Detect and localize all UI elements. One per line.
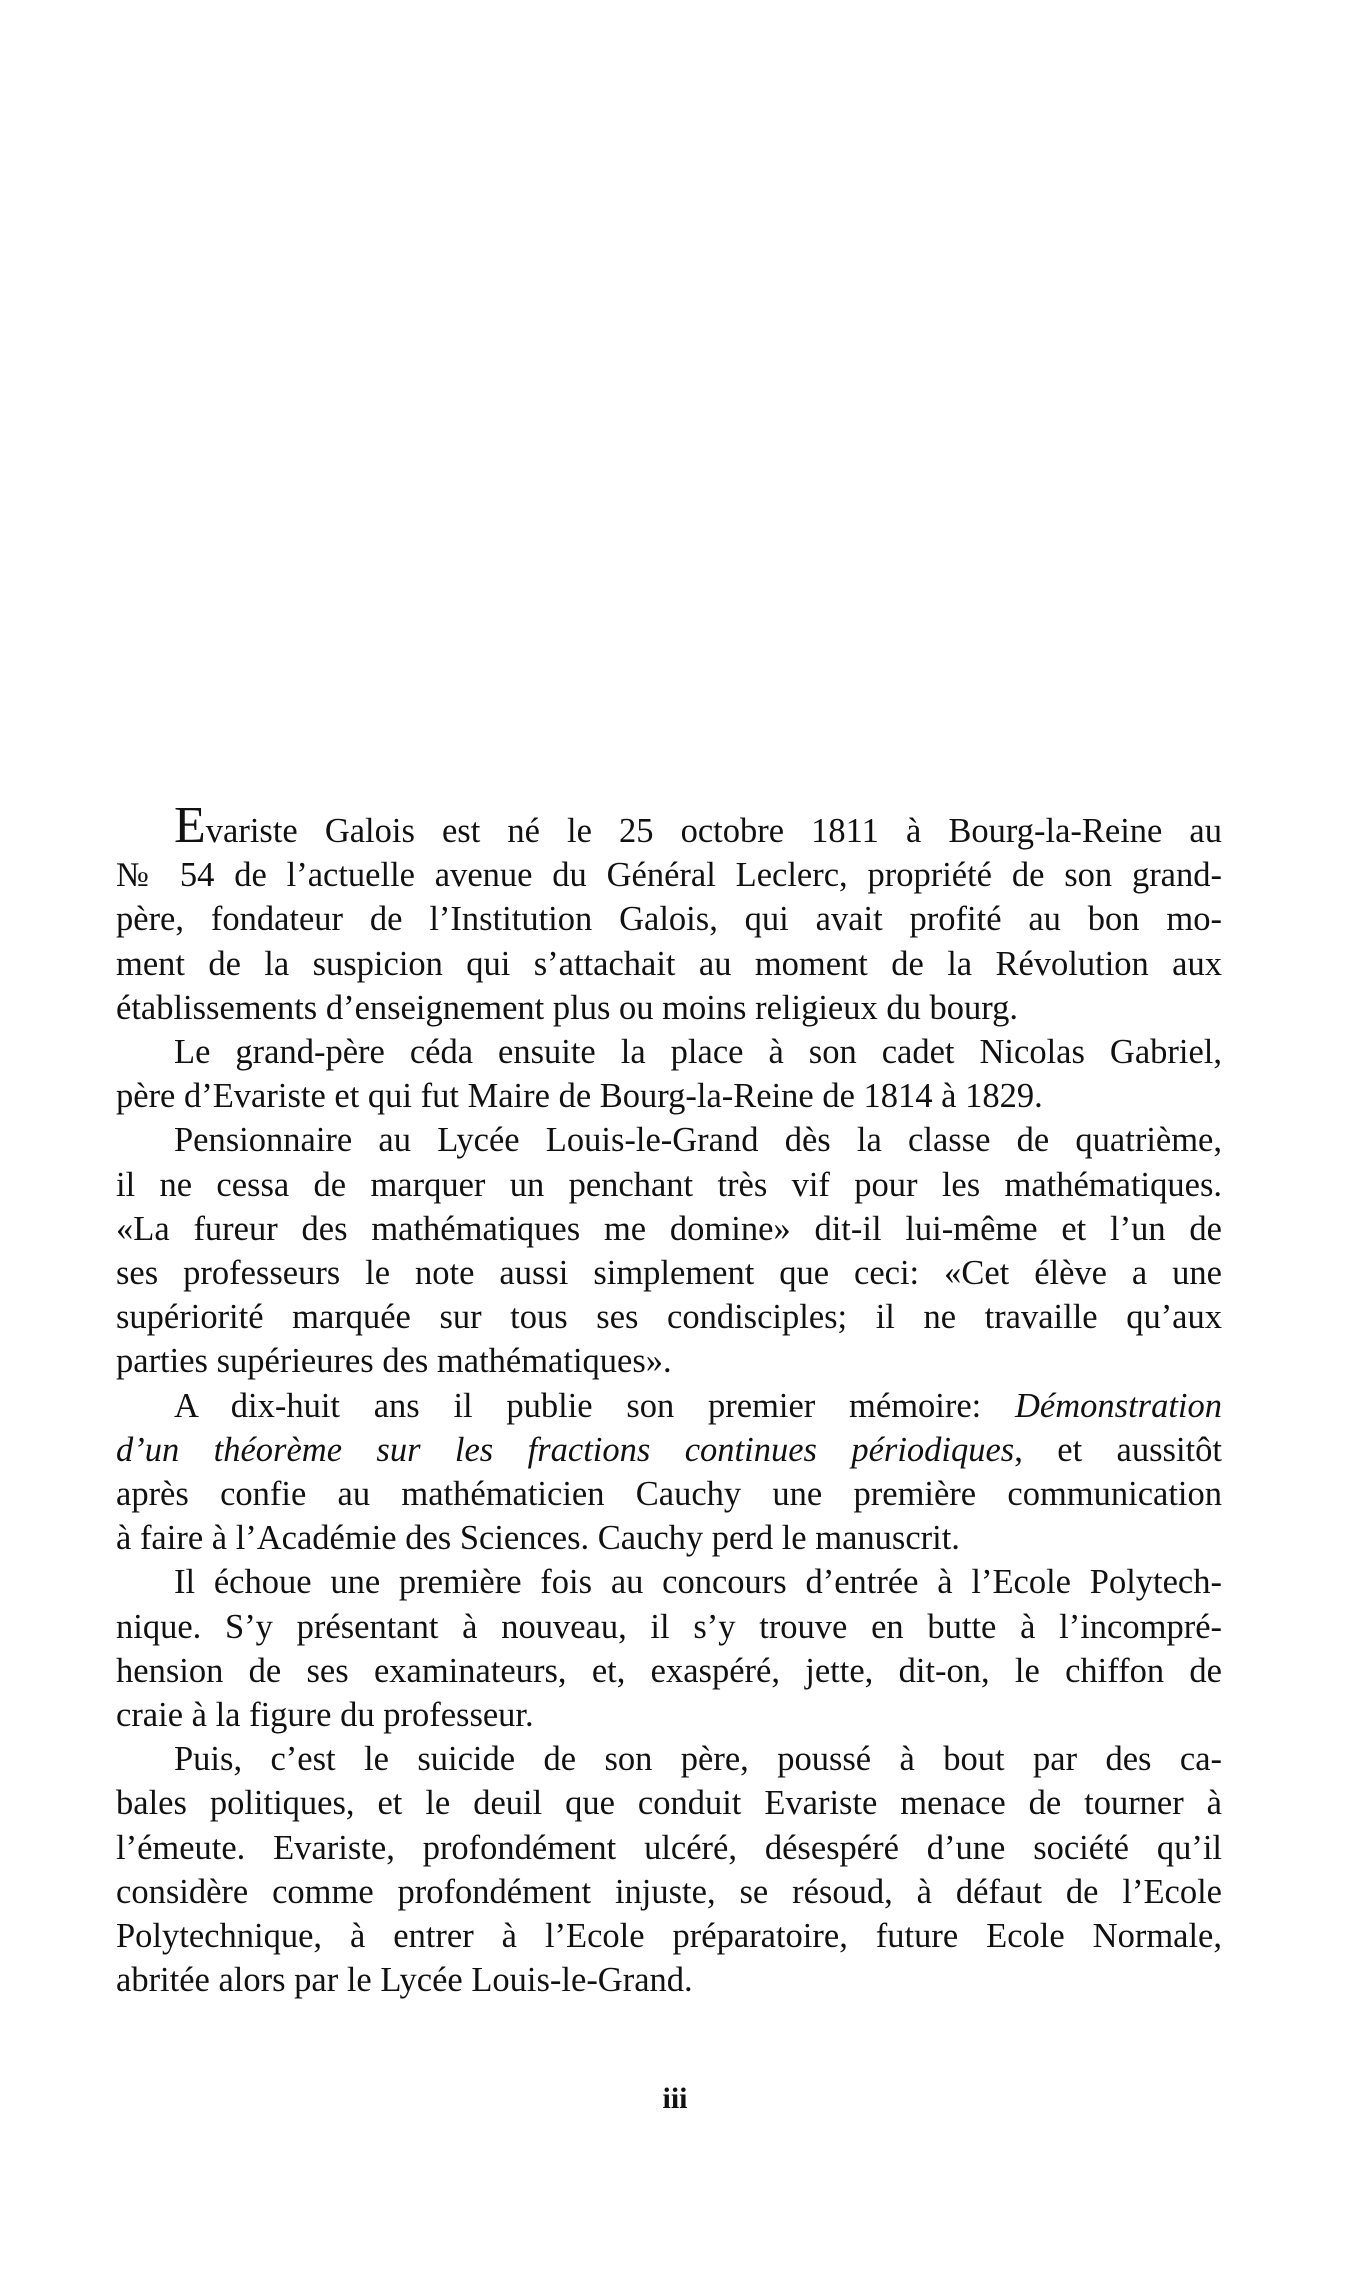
text-line: A dix-huit ans il publie son premier mémoire: Démonstration	[174, 1386, 1222, 1425]
text-line: considère comme profondément injuste, se résoud, à défaut de l’Ecole	[116, 1872, 1222, 1911]
text-line: établissements d’enseignement plus ou moins religieux du bourg.	[116, 988, 1018, 1027]
text-line: à faire à l’Académie des Sciences. Cauchy perd le manuscrit.	[116, 1519, 960, 1558]
text-line: abritée alors par le Lycée Louis-le-Grand.	[116, 1961, 693, 2000]
text-line: Puis, c’est le suicide de son père, poussé à bout par des ca-	[174, 1740, 1222, 1779]
text-line: Evariste Galois est né le 25 octobre 1811 à Bourg-la-Reine au	[174, 797, 1222, 854]
page-number: iii	[662, 2082, 688, 2115]
text-line: père, fondateur de l’Institution Galois, qui avait profité au bon mo-	[116, 900, 1222, 939]
paragraph-birth	[116, 797, 1222, 1030]
text-line: craie à la figure du professeur.	[116, 1696, 534, 1735]
text-line: l’émeute. Evariste, profondément ulcéré, désespéré d’une société qu’il	[116, 1828, 1222, 1867]
paragraph-fathers-suicide	[116, 1737, 1222, 2002]
text-line: Pensionnaire au Lycée Louis-le-Grand dès la classe de quatrième,	[174, 1121, 1222, 1160]
text-line: il ne cessa de marquer un penchant très vif pour les mathématiques.	[116, 1165, 1222, 1204]
text-line: hension de ses examinateurs, et, exaspéré, jette, dit-on, le chiffon de	[116, 1651, 1222, 1690]
paragraph-lycee	[116, 1118, 1222, 1383]
body-text	[116, 797, 1222, 2002]
text-line: d’un théorème sur les fractions continues périodiques, et aussitôt	[116, 1430, 1222, 1469]
text-line: ses professeurs le note aussi simplement que ceci: «Cet élève a une	[116, 1254, 1222, 1293]
drop-cap: E	[174, 797, 206, 854]
text-line: Il échoue une première fois au concours d’entrée à l’Ecole Polytech-	[174, 1563, 1222, 1602]
text-line: Le grand-père céda ensuite la place à son cadet Nicolas Gabriel,	[174, 1033, 1222, 1072]
text-line: père d’Evariste et qui fut Maire de Bourg-la-Reine de 1814 à 1829.	[116, 1077, 1043, 1116]
paragraph-grandfather	[116, 1030, 1222, 1118]
text-line: bales politiques, et le deuil que conduit Evariste menace de tourner à	[116, 1784, 1222, 1823]
paragraph-polytechnique	[116, 1560, 1222, 1737]
text-line: № 54 de l’actuelle avenue du Général Leclerc, propriété de son grand-	[116, 856, 1222, 895]
memoir-title: Démonstration	[1015, 1386, 1222, 1425]
memoir-title: d’un théorème sur les fractions continues périodiques	[116, 1430, 1015, 1469]
text-line: «La fureur des mathématiques me domine» dit-il lui-même et l’un de	[116, 1209, 1222, 1248]
text-line: après confie au mathématicien Cauchy une première communication	[116, 1475, 1222, 1514]
text-line: parties supérieures des mathématiques».	[116, 1342, 672, 1381]
text-line: supériorité marquée sur tous ses condisciples; il ne travaille qu’aux	[116, 1298, 1222, 1337]
text-line: Polytechnique, à entrer à l’Ecole préparatoire, future Ecole Normale,	[116, 1917, 1222, 1956]
text-line: ment de la suspicion qui s’attachait au moment de la Révolution aux	[116, 944, 1222, 983]
text-line: nique. S’y présentant à nouveau, il s’y trouve en butte à l’incompré-	[116, 1607, 1222, 1646]
paragraph-first-memoir	[116, 1384, 1222, 1561]
